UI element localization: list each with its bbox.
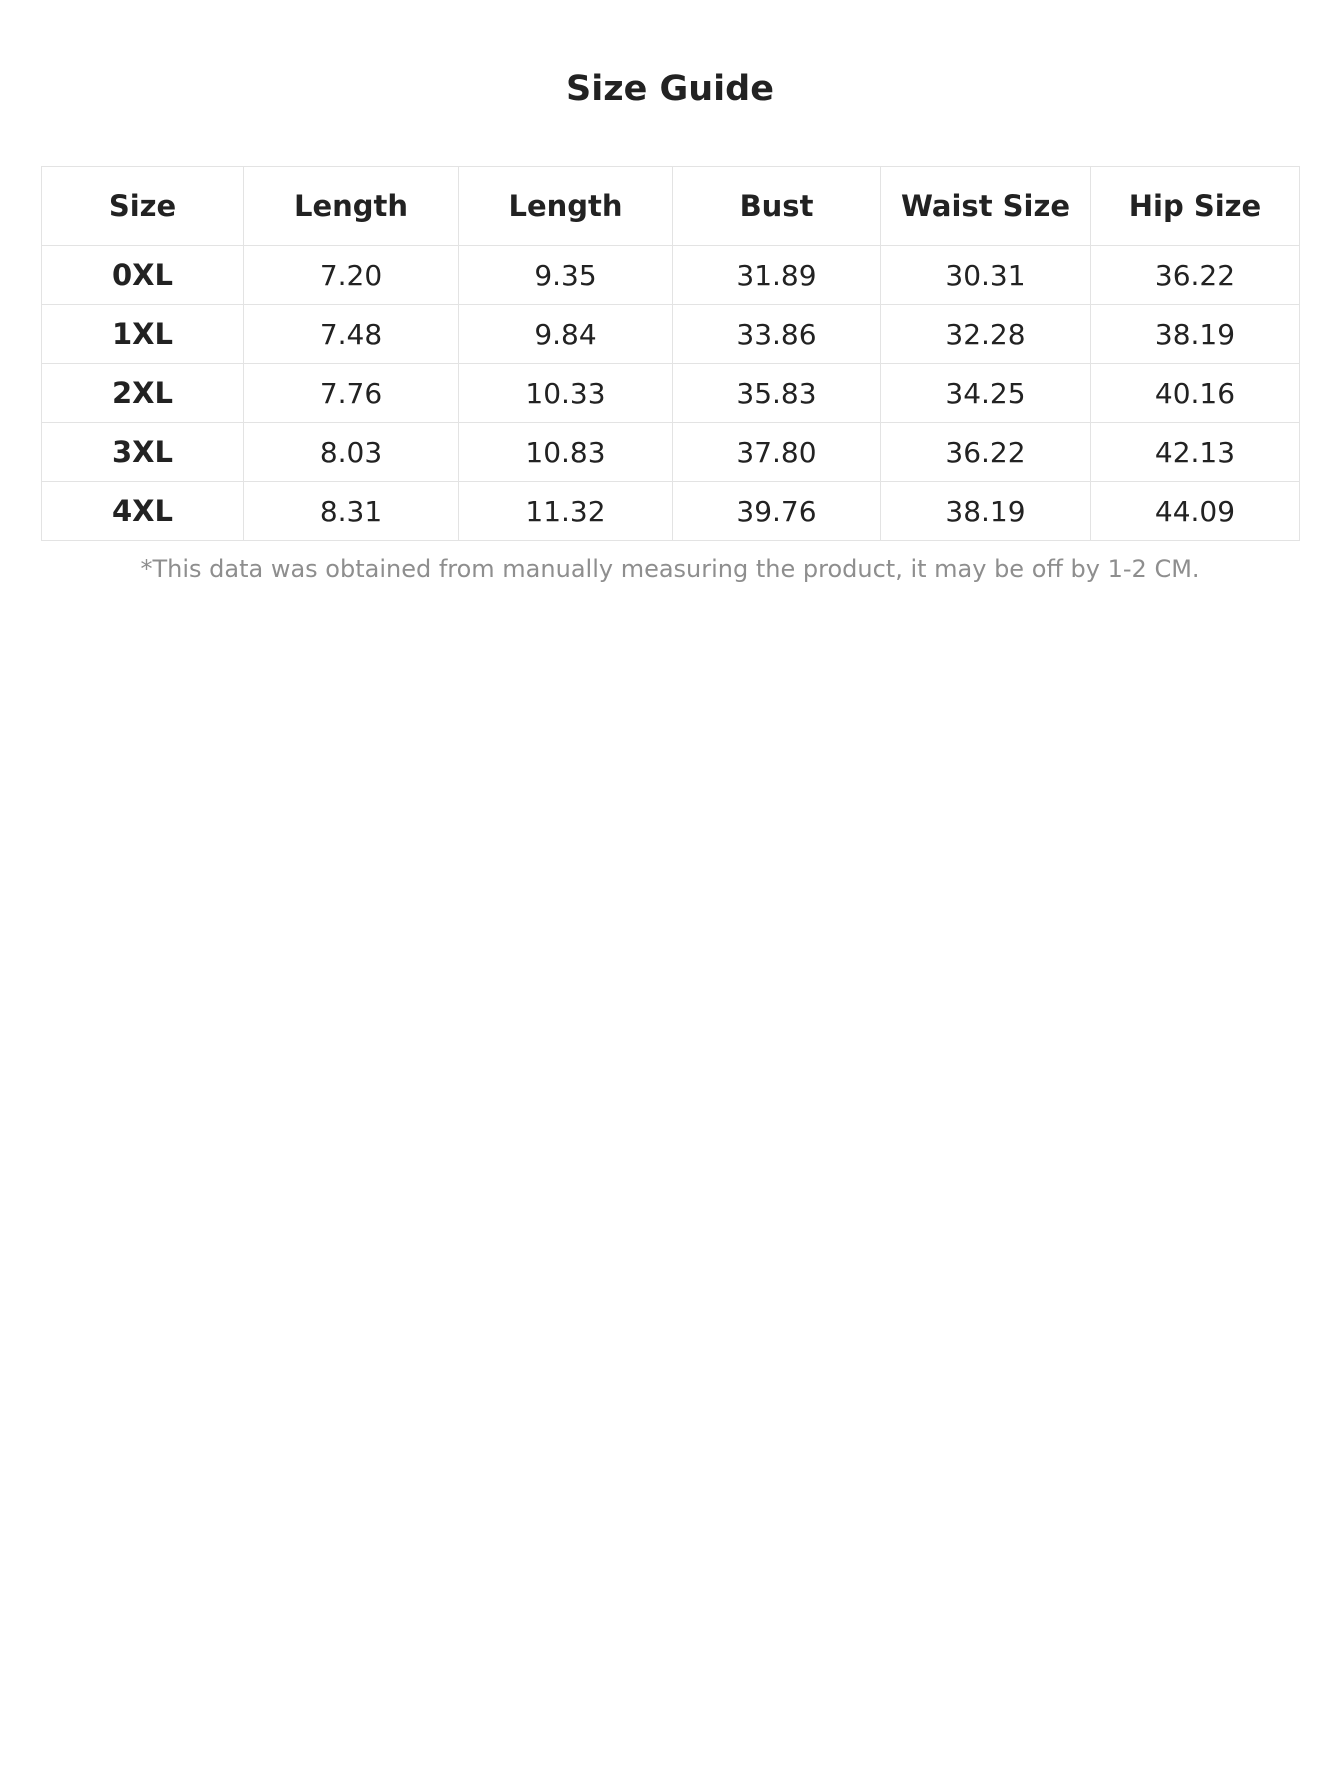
table-row <box>42 423 1300 482</box>
column-header-size: Size <box>42 167 244 246</box>
table-row <box>42 246 1300 305</box>
table-row <box>42 305 1300 364</box>
waist-size-cell: 32.28 <box>881 305 1091 364</box>
length-2-cell: 9.84 <box>459 305 673 364</box>
table-row <box>42 482 1300 541</box>
column-header-length-2: Length <box>459 167 673 246</box>
length-cell: 7.20 <box>244 246 459 305</box>
bust-cell: 33.86 <box>673 305 881 364</box>
length-cell: 7.48 <box>244 305 459 364</box>
bust-cell: 35.83 <box>673 364 881 423</box>
hip-size-cell: 42.13 <box>1091 423 1300 482</box>
page-title: Size Guide <box>566 69 774 109</box>
table-row <box>42 364 1300 423</box>
size-cell: 1XL <box>42 305 244 364</box>
hip-size-cell: 38.19 <box>1091 305 1300 364</box>
length-2-cell: 10.83 <box>459 423 673 482</box>
size-cell: 3XL <box>42 423 244 482</box>
column-header-length: Length <box>244 167 459 246</box>
column-header-hip-size: Hip Size <box>1091 167 1300 246</box>
size-cell: 0XL <box>42 246 244 305</box>
waist-size-cell: 34.25 <box>881 364 1091 423</box>
waist-size-cell: 36.22 <box>881 423 1091 482</box>
length-2-cell: 10.33 <box>459 364 673 423</box>
bust-cell: 31.89 <box>673 246 881 305</box>
column-header-waist-size: Waist Size <box>881 167 1091 246</box>
hip-size-cell: 40.16 <box>1091 364 1300 423</box>
length-cell: 7.76 <box>244 364 459 423</box>
measurement-disclaimer: *This data was obtained from manually measuring the product, it may be off by 1-2 CM. <box>140 555 1200 583</box>
table-header-row <box>42 167 1300 246</box>
length-cell: 8.31 <box>244 482 459 541</box>
size-cell: 4XL <box>42 482 244 541</box>
bust-cell: 37.80 <box>673 423 881 482</box>
length-2-cell: 9.35 <box>459 246 673 305</box>
length-2-cell: 11.32 <box>459 482 673 541</box>
size-table <box>41 166 1300 541</box>
hip-size-cell: 44.09 <box>1091 482 1300 541</box>
bust-cell: 39.76 <box>673 482 881 541</box>
waist-size-cell: 38.19 <box>881 482 1091 541</box>
hip-size-cell: 36.22 <box>1091 246 1300 305</box>
length-cell: 8.03 <box>244 423 459 482</box>
waist-size-cell: 30.31 <box>881 246 1091 305</box>
column-header-bust: Bust <box>673 167 881 246</box>
size-cell: 2XL <box>42 364 244 423</box>
